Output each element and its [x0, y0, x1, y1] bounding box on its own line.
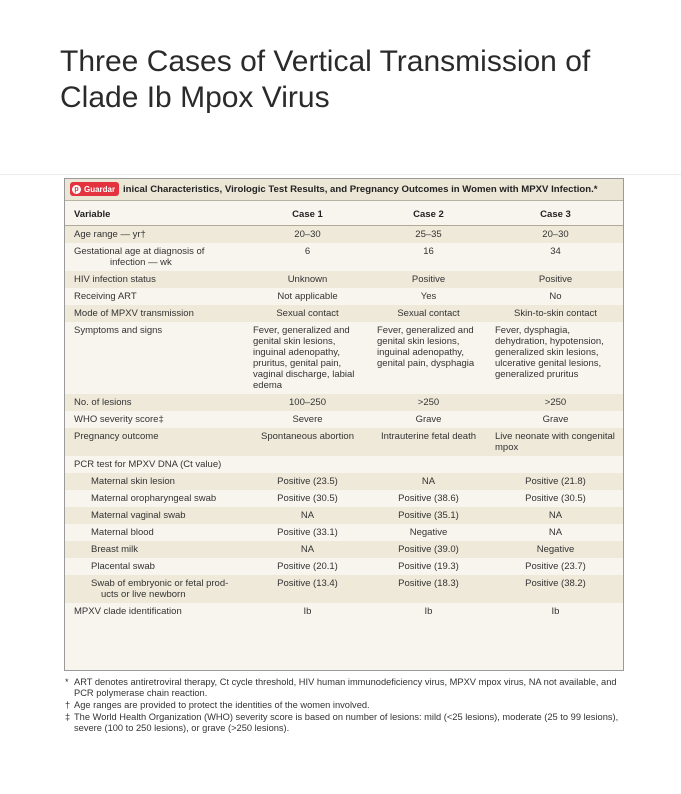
- cell-case-3: [489, 456, 624, 473]
- table-row: [65, 456, 624, 473]
- footnote-mark: ‡: [65, 712, 71, 722]
- cell-case-2: Positive (38.6): [398, 493, 459, 504]
- cell-case-3: 34: [550, 246, 561, 257]
- cell-case-1: Positive (20.1): [277, 561, 338, 572]
- cell-case-1: [247, 456, 371, 473]
- cell-text: Fever, dysphagia, dehydration, hypotension, generalized skin lesions, ulcerative genital lesions, generalized pruritus: [495, 325, 604, 380]
- table-row: [65, 541, 624, 558]
- cell-case-1: Positive (23.5): [277, 476, 338, 487]
- cell-text: Live neonate with congenital mpox: [495, 431, 615, 453]
- cell-case-2: [371, 322, 489, 394]
- cell-case-3: >250: [544, 397, 567, 408]
- table-row: [65, 243, 624, 271]
- cell-case-2: NA: [421, 476, 436, 487]
- cell-case-2: Sexual contact: [397, 308, 460, 319]
- header-case-1: Case 1: [247, 204, 371, 226]
- row-label: No. of lesions: [74, 397, 132, 408]
- cell-case-3: Grave: [542, 414, 569, 425]
- cell-case-2: Ib: [424, 606, 433, 617]
- row-label: Pregnancy outcome: [74, 431, 159, 442]
- table-row: [65, 558, 624, 575]
- table-row: [65, 473, 624, 490]
- row-label: MPXV clade identification: [74, 606, 182, 617]
- cell-case-2: Intrauterine fetal death: [380, 431, 477, 442]
- row-label: Maternal blood: [91, 527, 154, 538]
- header-case-3: Case 3: [489, 204, 624, 226]
- cell-case-3: Positive (30.5): [525, 493, 586, 504]
- cell-case-1: NA: [300, 510, 315, 521]
- cell-case-1: Severe: [292, 414, 323, 425]
- table-row: [65, 428, 624, 456]
- row-label-line: ucts or live newborn: [101, 589, 186, 600]
- row-label: Maternal skin lesion: [91, 476, 175, 487]
- divider: [0, 174, 681, 175]
- cell-case-3: Ib: [551, 606, 560, 617]
- cell-case-2: [371, 456, 489, 473]
- row-label: Maternal oropharyngeal swab: [91, 493, 217, 504]
- cell-case-2: Yes: [420, 291, 437, 302]
- footnote: [64, 677, 624, 699]
- table-image: [64, 178, 624, 671]
- table-row: [65, 603, 624, 620]
- footnote: [64, 700, 624, 711]
- cell-case-2: Positive (19.3): [398, 561, 459, 572]
- row-label: HIV infection status: [74, 274, 156, 285]
- cell-case-1: 100–250: [289, 397, 326, 408]
- row-label: Receiving ART: [74, 291, 137, 302]
- row-label: Breast milk: [91, 544, 138, 555]
- row-label: WHO severity score‡: [74, 414, 164, 425]
- save-pin-button[interactable]: [70, 182, 119, 196]
- cell-case-1: Spontaneous abortion: [261, 431, 354, 442]
- table-row: [65, 411, 624, 428]
- cell-case-3: Positive (38.2): [525, 578, 586, 589]
- footnote-mark: *: [65, 677, 69, 687]
- cell-case-1: Ib: [303, 606, 312, 617]
- table-footnotes: [64, 677, 624, 735]
- footnote-text: Age ranges are provided to protect the identities of the women involved.: [74, 700, 370, 710]
- cell-case-1: Sexual contact: [276, 308, 339, 319]
- clinical-table: [65, 204, 624, 620]
- footnote-text: ART denotes antiretroviral therapy, Ct cycle threshold, HIV human immunodeficiency virus, MPXV mpox virus, NA not available, and PCR polymerase chain reaction.: [74, 677, 617, 698]
- cell-case-3: Positive: [538, 274, 573, 285]
- page-title: Three Cases of Vertical Transmission of Clade Ib Mpox Virus: [60, 45, 591, 114]
- cell-case-2: Positive (18.3): [398, 578, 459, 589]
- cell-case-1: NA: [300, 544, 315, 555]
- table-row: [65, 524, 624, 541]
- cell-case-1: 20–30: [294, 229, 321, 240]
- cell-case-2: >250: [417, 397, 440, 408]
- cell-case-1: Positive (33.1): [277, 527, 338, 538]
- row-label: PCR test for MPXV DNA (Ct value): [74, 459, 222, 470]
- row-label: [65, 575, 247, 603]
- cell-text: Fever, generalized and genital skin lesions, inguinal adenopathy, genital pain, dysphagia: [377, 325, 475, 369]
- table-caption: inical Characteristics, Virologic Test Results, and Pregnancy Outcomes in Women with MPXV Infection.*: [123, 184, 598, 195]
- cell-case-2: Negative: [409, 527, 448, 538]
- cell-case-1: Positive (13.4): [277, 578, 338, 589]
- row-label: [65, 243, 247, 271]
- table-row: [65, 226, 624, 244]
- header-variable: Variable: [65, 204, 247, 226]
- row-label-line: Gestational age at diagnosis of: [74, 246, 205, 257]
- pinterest-icon: p: [72, 185, 81, 194]
- cell-case-1: Unknown: [287, 274, 328, 285]
- footnote-text: The World Health Organization (WHO) severity score is based on number of lesions: mild (<25 lesions), moderate (25 to 99 lesions), severe (100 to 250 lesions), or grave (>250 lesions).: [74, 712, 619, 733]
- cell-case-1: 6: [304, 246, 311, 257]
- cell-case-2: 25–35: [415, 229, 442, 240]
- cell-case-2: Positive: [411, 274, 446, 285]
- cell-case-3: Positive (23.7): [525, 561, 586, 572]
- table-row: [65, 575, 624, 603]
- table-row: [65, 322, 624, 394]
- cell-case-1: Positive (30.5): [277, 493, 338, 504]
- table-row: [65, 271, 624, 288]
- table-row: [65, 490, 624, 507]
- cell-case-3: Skin-to-skin contact: [514, 308, 597, 319]
- cell-case-3: No: [549, 291, 562, 302]
- cell-case-1: [247, 322, 371, 394]
- cell-case-3: NA: [548, 527, 563, 538]
- cell-case-3: [489, 428, 624, 456]
- row-label: Maternal vaginal swab: [91, 510, 186, 521]
- cell-case-3: Negative: [536, 544, 575, 555]
- table-row: [65, 507, 624, 524]
- cell-case-3: Positive (21.8): [525, 476, 586, 487]
- cell-case-3: [489, 322, 624, 394]
- cell-case-1: Not applicable: [277, 291, 338, 302]
- cell-case-2: Positive (39.0): [398, 544, 459, 555]
- save-pin-label: Guardar: [84, 184, 116, 194]
- row-label-line: Swab of embryonic or fetal prod-: [91, 578, 229, 589]
- row-label: Mode of MPXV transmission: [74, 308, 194, 319]
- table-row: [65, 305, 624, 322]
- row-label-line: infection — wk: [110, 257, 172, 268]
- cell-case-3: NA: [548, 510, 563, 521]
- cell-case-3: 20–30: [542, 229, 569, 240]
- table-row: [65, 394, 624, 411]
- cell-case-2: 16: [423, 246, 434, 257]
- table-row: [65, 288, 624, 305]
- cell-case-2: Positive (35.1): [398, 510, 459, 521]
- row-label: Age range — yr†: [74, 229, 146, 240]
- cell-case-2: Grave: [415, 414, 442, 425]
- header-case-2: Case 2: [371, 204, 489, 226]
- row-label: Symptoms and signs: [74, 325, 163, 336]
- table-header-row: [65, 204, 624, 226]
- cell-text: Fever, generalized and genital skin lesions, inguinal adenopathy, pruritus, genital pain, vaginal discharge, labial edema: [253, 325, 355, 391]
- footnote: [64, 712, 624, 734]
- footnote-mark: †: [65, 700, 71, 710]
- table-caption-bar: [65, 179, 624, 201]
- row-label: Placental swab: [91, 561, 155, 572]
